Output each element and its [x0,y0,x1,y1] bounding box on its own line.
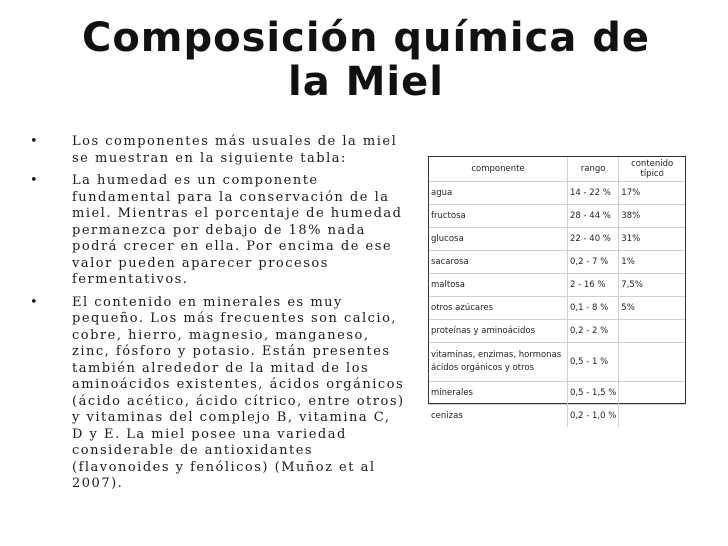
header-componente: componente [429,157,568,182]
header-rango: rango [568,157,619,182]
cell-tipico: 1% [619,251,685,274]
cell-componente: sacarosa [429,251,568,274]
cell-rango: 28 - 44 % [568,205,619,228]
table-row [429,182,685,205]
composition-table-frame [428,156,686,421]
table-row [429,274,685,297]
composition-table [429,157,685,427]
bullet-list [28,134,406,499]
bullet-icon: • [30,134,40,149]
cell-tipico: 7,5% [619,274,685,297]
table-row [429,405,685,428]
table-row [429,382,685,405]
bullet-text: Los componentes más usuales de la miel se muestran en la siguiente tabla: [72,134,398,166]
cell-rango: 0,5 - 1 % [568,343,619,382]
table-row [429,297,685,320]
bullet-item [28,173,406,289]
table-row [429,205,685,228]
bullet-text: La humedad es un componente fundamental para la conservación de la miel. Mientras el porcentaje de humedad permanezca por debajo de 18% nada podrá crecer en ella. Por encima de ese valor pueden aparecer procesos fermentativos. [72,173,403,287]
cell-tipico [619,405,685,428]
cell-componente: cenizas [429,405,568,428]
cell-rango: 0,2 - 2 % [568,320,619,343]
cell-rango: 2 - 16 % [568,274,619,297]
bullet-icon: • [30,173,40,188]
header-contenido-tipico: contenido típico [619,157,685,182]
cell-componente: minerales [429,382,568,405]
bullet-icon: • [30,294,40,310]
cell-tipico: 38% [619,205,685,228]
cell-componente: otros azúcares [429,297,568,320]
bullet-item [28,134,406,167]
cell-tipico: 31% [619,228,685,251]
cell-componente: fructosa [429,205,568,228]
cell-componente: proteínas y aminoácidos [429,320,568,343]
table-row [429,320,685,343]
cell-rango: 0,2 - 1,0 % [568,405,619,428]
cell-tipico [619,343,685,382]
table-row [429,228,685,251]
table-row [429,251,685,274]
table-header-row [429,157,685,182]
cell-tipico: 5% [619,297,685,320]
cell-tipico [619,382,685,405]
cell-rango: 0,5 - 1,5 % [568,382,619,405]
cell-componente: vitaminas, enzimas, hormonas ácidos orgánicos y otros [429,343,568,382]
cell-componente: glucosa [429,228,568,251]
page-title: Composición química de la Miel [81,15,651,105]
cell-tipico: 17% [619,182,685,205]
bullet-text: El contenido en minerales es muy pequeño. Los más frecuentes son calcio, cobre, hierro, magnesio, manganeso, zinc, fósforo y potasio. Están presentes también alrededor de la mitad de los aminoácidos existentes, ácidos orgánicos (ácido acético, ácido cítrico, entre otros) y vitaminas del complejo B, vitamina C, D y E. La miel posee una variedad considerable de antioxidantes (flavonoides y fenólicos) (Muñoz et al 2007). [72,294,405,491]
cell-rango: 0,2 - 7 % [568,251,619,274]
cell-rango: 22 - 40 % [568,228,619,251]
table-row [429,343,685,382]
cell-rango: 0,1 - 8 % [568,297,619,320]
cell-componente: agua [429,182,568,205]
cell-componente: maltosa [429,274,568,297]
bullet-item [28,295,406,493]
cell-tipico [619,320,685,343]
cell-rango: 14 - 22 % [568,182,619,205]
